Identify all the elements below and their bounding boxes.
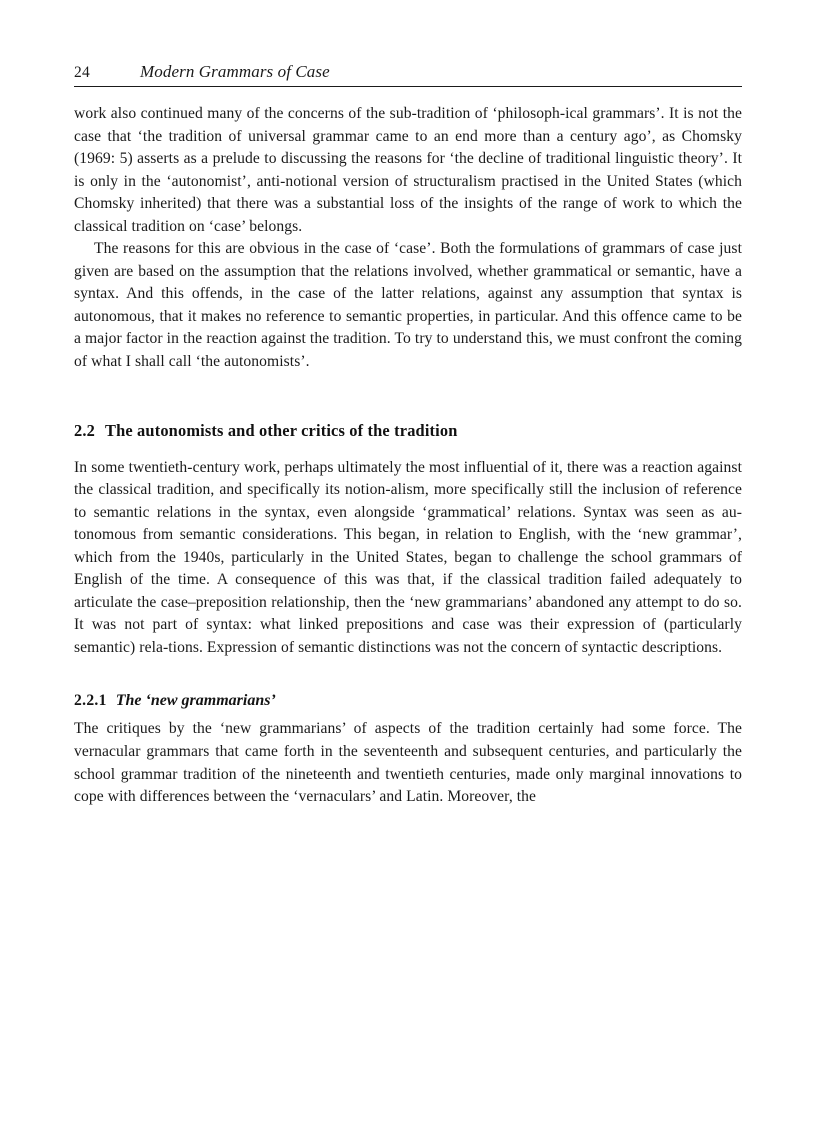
text-block xyxy=(74,103,742,809)
paragraph-3: In some twentieth-century work, perhaps ultimately the most influential of it, there was a reaction against the classical tradition, and specifically its notion-alism, more specifically still the inclusion of reference to semantic relations in the syntax, even alongside ‘grammatical’ relations. Syntax was seen as au-tonomous from semantic considerations. This began, in relation to English, with the ‘new grammar’, which from the 1940s, particularly in the United States, began to challenge the school grammars of English of the time. A consequence of this was that, if the classical tradition failed adequately to articulate the case–preposition relationship, then the ‘new grammarians’ abandoned any attempt to do so. It was not part of syntax: what linked prepositions and case was their expression of (particularly semantic) rela-tions. Expression of semantic distinctions was not the concern of syntactic descriptions. xyxy=(74,458,742,656)
running-head xyxy=(74,62,742,82)
heading-space-after xyxy=(74,442,742,457)
paragraph-2: The reasons for this are obvious in the case of ‘case’. Both the formulations of grammars of case just given are based on the assumption that the relations involved, whether grammatical or semantic, have a syntax. And this offends, in the case of the latter relations, against any assumption that syntax is autonomous, that it makes no reference to semantic properties, in particular. And this offence came to be a major factor in the reaction against the tradition. To try to understand this, we must confront the coming of what I shall call ‘the autonomists’. xyxy=(74,240,742,371)
section-heading xyxy=(74,420,742,442)
subsection-heading-number: 2.2.1 xyxy=(74,692,107,710)
header-rule xyxy=(74,86,742,87)
section-heading-number: 2.2 xyxy=(74,420,95,440)
paragraph-1: work also continued many of the concerns of the sub-tradition of ‘philosoph-ical grammars’. It is not the case that ‘the tradition of universal grammar came to an end more than a century ago’, as Chomsky (1969: 5) asserts as a prelude to discussing the reasons for ‘the decline of traditional linguistic theory’. It is only in the ‘autonomist’, anti-notional version of structuralism practised in the United States (which Chomsky inherited) that there was a substantial loss of the insights of the range of work to which the classical tradition on ‘case’ belongs. xyxy=(74,105,742,235)
subsection-heading-title: The ‘new grammarians’ xyxy=(115,692,276,710)
running-title: Modern Grammars of Case xyxy=(140,62,330,81)
subheading-space-before xyxy=(74,659,742,690)
paragraph-4: The critiques by the ‘new grammarians’ of aspects of the tradition certainly had some force. The vernacular grammars that came forth in the seventeenth and subsequent centuries, and particularly the school grammar tradition of the nineteenth and twentieth centuries, made only marginal innovations to cope with differences between the ‘vernaculars’ and Latin. Moreover, the xyxy=(74,720,742,806)
subsection-heading xyxy=(74,690,742,712)
heading-space-before xyxy=(74,374,742,420)
page-number: 24 xyxy=(74,64,90,81)
section-heading-title: The autonomists and other critics of the tradition xyxy=(104,420,458,440)
